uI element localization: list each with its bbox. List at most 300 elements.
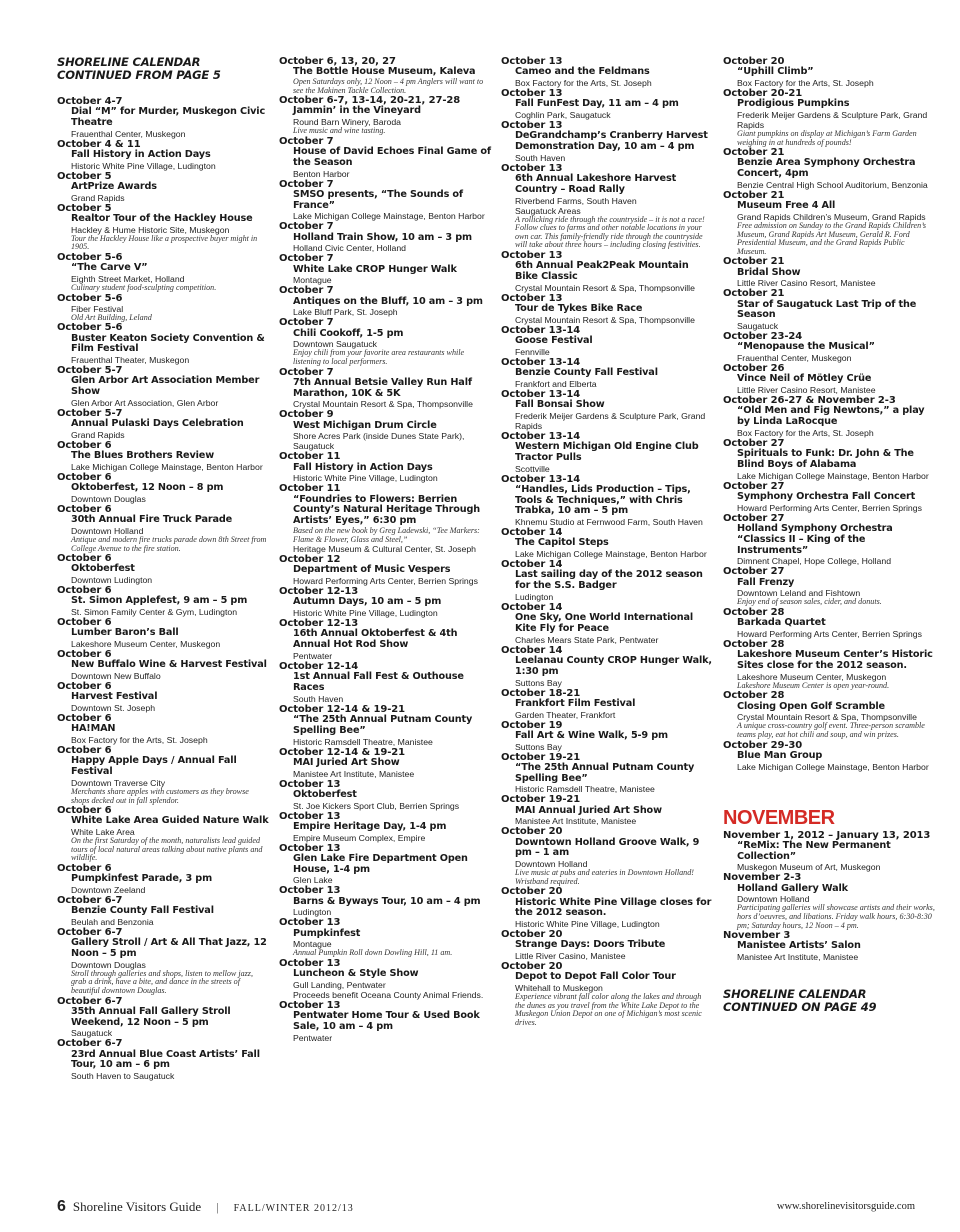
event-title: Lumber Baron’s Ball (71, 627, 179, 639)
event-title: Fall Frenzy (737, 576, 795, 588)
event-date: October 13-14 (501, 388, 581, 400)
calendar-event (57, 927, 269, 996)
calendar-event (723, 331, 935, 363)
event-venue: Downtown Zeeland (71, 884, 146, 895)
event-venue: Downtown New Buffalo (71, 671, 161, 682)
event-date: October 6-7 (57, 1038, 123, 1050)
event-venue: Garden Theater, Frankfort (515, 709, 616, 720)
event-venue: Proceeds benefit Oceana County Animal Friends. (293, 989, 484, 1000)
event-title: Depot to Depot Fall Color Tour (515, 971, 676, 983)
event-date: October 6 (57, 713, 112, 725)
event-title: Benzie Area Symphony Orchestra Concert, 4pm (737, 157, 916, 180)
calendar-event (501, 293, 713, 325)
event-venue: Downtown Saugatuck (293, 339, 378, 350)
calendar-event (279, 958, 491, 990)
calendar-event (279, 747, 491, 779)
event-venue: Grand Rapids Children’s Museum, Grand Rapids (737, 211, 926, 222)
event-title: Fall History in Action Days (71, 149, 211, 160)
event-date: October 20-21 (723, 88, 803, 99)
event-title: Bridal Show (737, 266, 801, 278)
event-date: October 6 (57, 649, 112, 661)
event-title: Department of Music Vespers (293, 564, 451, 576)
calendar-event (501, 602, 713, 645)
november-event-list (723, 830, 935, 963)
event-note: Enjoy chili from your favorite area restaurants while listening to local performers. (293, 348, 465, 366)
event-venue: Muskegon Museum of Art, Muskegon (737, 862, 881, 873)
event-date: October 27 (723, 566, 785, 578)
event-title: Annual Pulaski Days Celebration (71, 418, 244, 430)
event-title: Harvest Festival (71, 691, 158, 703)
calendar-event (723, 56, 935, 88)
event-title: “Menopause the Musical” (737, 341, 875, 353)
calendar-event (57, 585, 269, 617)
event-venue: Lake Michigan College Mainstage, Benton Harbor (737, 470, 929, 481)
event-title: Luncheon & Style Show (293, 968, 419, 980)
event-title: 35th Annual Fall Gallery Stroll Weekend, 12 Noon – 5 pm (71, 1005, 231, 1028)
event-title: 30th Annual Fire Truck Parade (71, 514, 233, 526)
continued-from-header: SHORELINE CALENDAR CONTINUED FROM PAGE 5 (57, 55, 221, 82)
event-title: Oktoberfest (71, 563, 135, 575)
event-title: MAI Annual Juried Art Show (515, 804, 662, 816)
event-title: Holland Train Show, 10 am – 3 pm (293, 231, 472, 243)
event-date: October 13 (279, 842, 341, 854)
event-title: 1st Annual Fall Fest & Outhouse Races (293, 671, 464, 693)
event-date: October 19-21 (501, 751, 581, 763)
event-date: October 5-6 (57, 322, 123, 334)
event-date: October 21 (723, 256, 785, 268)
event-date: October 4 & 11 (57, 138, 141, 150)
calendar-event (723, 740, 935, 772)
event-title: “The 25th Annual Putnam County Spelling Bee” (293, 713, 473, 736)
event-date: October 23-24 (723, 331, 803, 343)
calendar-event (723, 690, 935, 739)
calendar-event (501, 688, 713, 720)
event-venue: Little River Casino Resort, Manistee (737, 385, 876, 396)
calendar-event (279, 253, 491, 285)
event-venue: Frankfort and Elberta (515, 378, 597, 389)
event-venue: Downtown Traverse City (71, 777, 166, 788)
event-title: Barns & Byways Tour, 10 am – 4 pm (293, 895, 481, 907)
event-date: October 7 (279, 178, 334, 190)
event-venue: Crystal Mountain Resort & Spa, Thompsonville (293, 399, 473, 410)
event-date: October 7 (279, 285, 334, 297)
event-venue: Lakeshore Museum Center, Muskegon (737, 671, 887, 682)
event-venue: Downtown Leland and Fishtown (737, 588, 861, 599)
event-title: “The Carve V” (71, 262, 148, 274)
event-title: Empire Heritage Day, 1-4 pm (293, 820, 447, 832)
calendar-event (279, 843, 491, 886)
event-date: October 13 (501, 120, 563, 131)
event-list (501, 56, 713, 1028)
event-note: Giant pumpkins on display at Michigan’s Farm Garden weighing in at hundreds of pounds! (737, 129, 917, 147)
event-venue: Box Factory for the Arts, St. Joseph (737, 427, 874, 438)
event-venue: Pentwater (293, 650, 333, 661)
event-venue: South Haven (515, 152, 566, 163)
event-title: “Uphill Climb” (737, 66, 814, 78)
event-title: Dial “M” for Murder, Muskegon Civic Theatre (71, 106, 266, 128)
event-date: October 6 (57, 862, 112, 874)
event-venue: St. Joe Kickers Sport Club, Berrien Springs (293, 800, 460, 811)
event-date: October 6 (57, 617, 112, 629)
calendar-event (279, 811, 491, 843)
calendar-event (723, 639, 935, 690)
event-note: Lakeshore Museum Center is open year-round. (737, 680, 890, 690)
calendar-event (723, 872, 935, 930)
event-title: Autumn Days, 10 am – 5 pm (293, 596, 442, 608)
event-date: October 5-6 (57, 251, 123, 263)
calendar-event (57, 617, 269, 649)
event-venue: Frauenthal Center, Muskegon (737, 353, 852, 364)
event-note: Live music and wine tasting. (293, 126, 386, 136)
event-venue: Downtown Holland (71, 525, 144, 536)
event-title: 6th Annual Lakeshore Harvest Country – Road Rally (515, 173, 677, 195)
calendar-event (723, 438, 935, 481)
event-date: October 13 (501, 292, 563, 304)
website-link[interactable]: www.shorelinevisitorsguide.com (776, 1201, 915, 1212)
event-title: Fall History in Action Days (293, 461, 433, 473)
event-venue: Manistee Art Institute, Manistee (515, 816, 637, 827)
calendar-event (501, 206, 713, 250)
calendar-column-4 (723, 56, 935, 1014)
event-title: “Foundries to Flowers: Berrien County’s Natural Heritage Through Artists’ Eyes,” 6:30 pm (293, 493, 481, 527)
event-venue: Howard Performing Arts Center, Berrien Springs (293, 576, 478, 587)
event-title: Benzie County Fall Festival (71, 905, 214, 917)
event-date: October 13 (501, 249, 563, 261)
event-date: October 20 (501, 826, 563, 838)
publication-name: Shoreline Visitors Guide (72, 1199, 202, 1214)
event-title: Museum Free 4 All (737, 200, 836, 212)
event-date: October 6 (57, 681, 112, 693)
calendar-event (57, 713, 269, 745)
event-date: October 13 (279, 917, 341, 929)
event-date: October 12-14 (279, 660, 359, 672)
calendar-event (723, 363, 935, 395)
calendar-event (57, 252, 269, 293)
calendar-event (501, 250, 713, 293)
event-date: October 7 (279, 135, 334, 147)
event-venue: Grand Rapids (71, 192, 125, 203)
event-venue: St. Simon Family Center & Gym, Ludington (71, 607, 238, 618)
event-date: October 6-7, 13-14, 20-21, 27-28 (279, 95, 461, 107)
event-title: White Lake CROP Hunger Walk (293, 263, 457, 275)
event-venue: Lake Michigan College Mainstage, Benton Harbor (737, 761, 929, 772)
calendar-event (501, 794, 713, 826)
event-date: October 12-13 (279, 586, 359, 598)
calendar-event (279, 451, 491, 483)
calendar-event (279, 554, 491, 586)
calendar-event (279, 1000, 491, 1043)
calendar-event (279, 136, 491, 179)
event-date: October 6 (57, 745, 112, 757)
event-title: DeGrandchamp’s Cranberry Harvest Demonstration Day, 10 am – 4 pm (515, 130, 708, 152)
calendar-event (501, 826, 713, 886)
event-date: October 6-7 (57, 995, 123, 1007)
event-note: Open Saturdays only, 12 Noon – 4 pm Anglers will want to see the Makinen Tackle Collection. (293, 77, 484, 95)
event-note: Tour the Hackley House like a prospective buyer might in 1905. (71, 233, 258, 252)
event-venue: Saugatuck Areas (515, 205, 581, 216)
event-date: October 5-6 (57, 292, 123, 304)
event-venue: Holland Civic Center, Holland (293, 243, 406, 254)
event-title: Jammin’ in the Vineyard (293, 105, 421, 117)
event-venue: Crystal Mountain Resort & Spa, Thompsonville (515, 314, 695, 325)
event-venue: Glen Lake (293, 875, 333, 886)
event-title: Prodigious Pumpkins (737, 98, 850, 110)
event-title: House of David Echoes Final Game of the Season (293, 145, 491, 168)
event-title: Pentwater Home Tour & Used Book Sale, 10 am – 4 pm (293, 1010, 480, 1032)
event-date: October 21 (723, 288, 785, 300)
event-venue: Montague (293, 275, 332, 286)
calendar-event (279, 285, 491, 317)
event-date: October 13 (501, 162, 563, 174)
calendar-event (501, 357, 713, 389)
event-date: October 13 (501, 56, 563, 67)
event-date: October 27 (723, 480, 785, 492)
event-venue: Downtown Ludington (71, 575, 153, 586)
event-title: 7th Annual Betsie Valley Run Half Marathon, 10K & 5K (293, 376, 472, 399)
calendar-event (57, 745, 269, 805)
event-date: October 21 (723, 189, 785, 201)
event-venue: Historic Ramsdell Theatre, Manistee (515, 784, 655, 795)
event-title: The Blues Brothers Review (71, 450, 215, 462)
event-date: October 13-14 (501, 324, 581, 336)
calendar-event (501, 929, 713, 961)
event-date: October 6, 13, 20, 27 (279, 56, 396, 67)
calendar-event (279, 885, 491, 917)
calendar-event (57, 1038, 269, 1081)
event-date: October 28 (723, 606, 785, 618)
event-date: October 5 (57, 170, 112, 182)
calendar-event (501, 389, 713, 431)
event-title: Antiques on the Bluff, 10 am – 3 pm (293, 295, 483, 307)
event-title: Barkada Quartet (737, 617, 826, 629)
event-title: The Capitol Steps (515, 537, 609, 549)
calendar-event (279, 618, 491, 661)
event-venue: Whitehall to Muskegon (515, 983, 603, 994)
event-title: Lakeshore Museum Center’s Historic Sites close for the 2012 season. (737, 649, 933, 671)
event-title: Holland Gallery Walk (737, 882, 848, 894)
event-note: On the first Saturday of the month, naturalists lead guided tours of local natural areas talking about native plants and wildlife. (71, 836, 263, 863)
event-note: Culinary student food-sculpting competition. (71, 282, 217, 292)
event-venue: Frauenthal Center, Muskegon (71, 128, 186, 139)
event-title: One Sky, One World International Kite Fly for Peace (515, 612, 694, 634)
calendar-event (501, 163, 713, 206)
event-venue: Box Factory for the Arts, St. Joseph (515, 78, 652, 88)
event-date: October 7 (279, 366, 334, 378)
event-date: October 5-7 (57, 365, 123, 377)
event-venue: Little River Casino, Manistee (515, 951, 626, 962)
event-venue: Gull Landing, Pentwater (293, 979, 386, 990)
event-title: 16th Annual Oktoberfest & 4th Annual Hot Rod Show (293, 628, 458, 651)
event-date: October 7 (279, 221, 334, 233)
event-venue: Frederik Meijer Gardens & Sculpture Park, Grand Rapids (515, 410, 706, 431)
event-date: October 28 (723, 690, 785, 702)
event-date: October 13 (501, 88, 563, 99)
event-note: Old Art Building, Leland (71, 312, 152, 322)
calendar-column-3 (501, 56, 713, 1028)
event-venue: Lakeshore Museum Center, Muskegon (71, 639, 221, 650)
event-title: West Michigan Drum Circle (293, 419, 437, 431)
event-note: Enjoy end of season sales, cider, and donuts. (737, 597, 882, 607)
event-date: October 27 (723, 512, 785, 524)
calendar-event (57, 322, 269, 365)
event-title: Buster Keaton Society Convention & Film Festival (71, 332, 265, 355)
event-title: Historic White Pine Village closes for the 2012 season. (515, 896, 712, 919)
event-venue: Historic Ramsdell Theatre, Manistee (293, 736, 433, 747)
event-date: October 26 (723, 363, 785, 375)
calendar-event (279, 483, 491, 544)
event-title: Symphony Orchestra Fall Concert (737, 490, 916, 502)
calendar-event (501, 56, 713, 88)
event-venue: Frauenthal Theater, Muskegon (71, 355, 190, 366)
calendar-event (279, 56, 491, 95)
event-date: October 13 (279, 957, 341, 969)
event-venue: South Haven to Saugatuck (71, 1071, 175, 1082)
event-title: Holland Symphony Orchestra “Classics II – King of the Instruments” (737, 522, 893, 556)
event-venue: Lake Michigan College Mainstage, Benton Harbor (515, 549, 707, 560)
event-title: Strange Days: Doors Tribute (515, 939, 666, 951)
calendar-event (57, 895, 269, 927)
event-venue: Fiber Festival (71, 303, 124, 314)
event-title: New Buffalo Wine & Harvest Festival (71, 659, 267, 671)
event-date: October 11 (279, 451, 341, 463)
event-date: October 14 (501, 559, 563, 571)
event-date: October 7 (279, 253, 334, 265)
event-title: Glen Arbor Art Association Member Show (71, 375, 260, 398)
event-venue: Box Factory for the Arts, St. Joseph (71, 735, 208, 746)
event-title: Goose Festival (515, 334, 593, 346)
event-venue: Downtown Holland (737, 894, 810, 905)
event-date: October 12 (279, 554, 341, 566)
event-venue: Eighth Street Market, Holland (71, 273, 185, 284)
event-note: Merchants share apples with customers as they browse shops decked out in fall splendor. (71, 786, 249, 805)
calendar-event (279, 917, 491, 958)
event-venue: Montague (293, 939, 332, 950)
event-date: October 6 (57, 585, 112, 597)
event-note: Stroll through galleries and shops, listen to mellow jazz, grab a drink, have a bite, and dance in the streets of beautiful downtown Douglas. (71, 968, 253, 995)
event-note: Based on the new book by Greg Ladewski, “Tee Markers: Flame & Flower, Glass and Steel,” (293, 525, 480, 544)
page-footer (57, 1198, 915, 1216)
event-title: MAI Juried Art Show (293, 756, 400, 768)
event-title: St. Simon Applefest, 9 am – 5 pm (71, 595, 248, 607)
event-date: October 12-14 & 19-21 (279, 746, 405, 758)
event-venue: Historic White Pine Village, Ludington (293, 473, 438, 484)
calendar-event (57, 472, 269, 504)
event-venue: Historic White Pine Village, Ludington (515, 919, 660, 930)
event-venue: Scottville (515, 463, 550, 474)
event-title: Leelanau County CROP Hunger Walk, 1:30 pm (515, 654, 712, 677)
calendar-event (501, 474, 713, 528)
calendar-event (57, 365, 269, 408)
event-date: October 6-7 (57, 894, 123, 906)
calendar-event (723, 147, 935, 190)
event-title: Blue Man Group (737, 749, 823, 761)
calendar-event (501, 961, 713, 1027)
event-date: October 5-7 (57, 407, 123, 419)
event-venue: Empire Museum Complex, Empire (293, 832, 426, 843)
event-date: October 27 (723, 437, 785, 449)
event-date: October 13-14 (501, 430, 581, 442)
event-venue: Coghlin Park, Saugatuck (515, 110, 611, 120)
event-note: A unique cross-country golf event. Three-person scramble teams play, eat hot chili and soup, and win prizes. (737, 721, 925, 739)
event-note: Free admission on Sunday to the Grand Rapids Children’s Museum, Grand Rapids Art Museum, Gerald R. Ford Presidential Museum, and the Grand Rapids Public Museum. (737, 220, 926, 256)
event-venue: Grand Rapids (71, 429, 125, 440)
event-date: October 20 (501, 929, 563, 941)
event-date: October 13 (279, 810, 341, 822)
event-date: October 6 (57, 805, 112, 817)
calendar-event (57, 504, 269, 553)
calendar-event (723, 830, 935, 873)
event-venue: Beulah and Benzonia (71, 916, 154, 927)
calendar-event (501, 720, 713, 752)
event-title: Tour de Tykes Bike Race (515, 302, 643, 314)
event-venue: Glen Arbor Art Association, Glen Arbor (71, 397, 219, 408)
event-venue: Manistee Art Institute, Manistee (293, 768, 415, 779)
event-date: October 20 (501, 886, 563, 898)
event-venue: Lake Michigan College Mainstage, Benton Harbor (71, 461, 263, 472)
event-list (723, 56, 935, 772)
event-venue: Heritage Museum & Cultural Center, St. Joseph (293, 544, 477, 555)
event-title: Oktoberfest, 12 Noon – 8 pm (71, 482, 224, 494)
event-venue: Saugatuck (737, 321, 779, 332)
event-venue: Downtown Douglas (71, 959, 146, 970)
event-venue: Historic White Pine Village, Ludington (71, 160, 216, 171)
calendar-event (279, 409, 491, 451)
event-title: Star of Saugatuck Last Trip of the Season (737, 298, 917, 321)
event-title: Last sailing day of the 2012 season for the S.S. Badger (515, 569, 703, 592)
event-date: October 13 (279, 885, 341, 897)
event-title: Closing Open Golf Scramble (737, 700, 885, 712)
event-venue: Suttons Bay (515, 677, 562, 688)
event-title: Manistee Artists’ Salon (737, 940, 861, 952)
calendar-event (501, 559, 713, 602)
event-date: November 2-3 (723, 872, 802, 884)
calendar-event (57, 440, 269, 472)
event-venue: Round Barn Winery, Baroda (293, 117, 402, 128)
calendar-event (279, 779, 491, 811)
page-number: 6 (57, 1198, 66, 1215)
event-note: Antique and modern fire trucks parade down 8th Street from College Avenue to the fire station. (71, 534, 267, 553)
event-venue: Lake Michigan College Mainstage, Benton Harbor (293, 211, 485, 222)
event-title: Cameo and the Feldmans (515, 66, 650, 78)
calendar-event (57, 408, 269, 440)
event-title: Fall FunFest Day, 11 am – 4 pm (515, 98, 679, 110)
event-venue: Ludington (515, 591, 554, 602)
calendar-event (723, 566, 935, 607)
calendar-event (57, 805, 269, 863)
calendar-event (279, 586, 491, 618)
event-date: October 12-14 & 19-21 (279, 703, 405, 715)
event-title: Realtor Tour of the Hackley House (71, 213, 253, 224)
event-date: October 6 (57, 439, 112, 451)
event-date: October 11 (279, 483, 341, 495)
event-note: Annual Pumpkin Roll down Dowling Hill, 11 am. (293, 948, 453, 958)
calendar-column-1 (57, 56, 269, 1081)
event-title: Downtown Holland Groove Walk, 9 pm – 1 am (515, 836, 700, 859)
event-venue: Fennville (515, 346, 550, 357)
event-title: 6th Annual Peak2Peak Mountain Bike Classic (515, 260, 689, 282)
event-date: October 20 (723, 56, 785, 67)
event-title: White Lake Area Guided Nature Walk (71, 815, 269, 827)
calendar-event (723, 607, 935, 639)
event-venue: Frederik Meijer Gardens & Sculpture Park, Grand Rapids (737, 110, 928, 130)
event-title: ArtPrize Awards (71, 181, 157, 192)
event-date: October 18-21 (501, 687, 581, 699)
calendar-event (279, 179, 491, 222)
calendar-event (501, 120, 713, 163)
event-date: October 13 (279, 778, 341, 790)
event-date: October 26-27 & November 2-3 (723, 395, 896, 407)
calendar-event (723, 395, 935, 438)
